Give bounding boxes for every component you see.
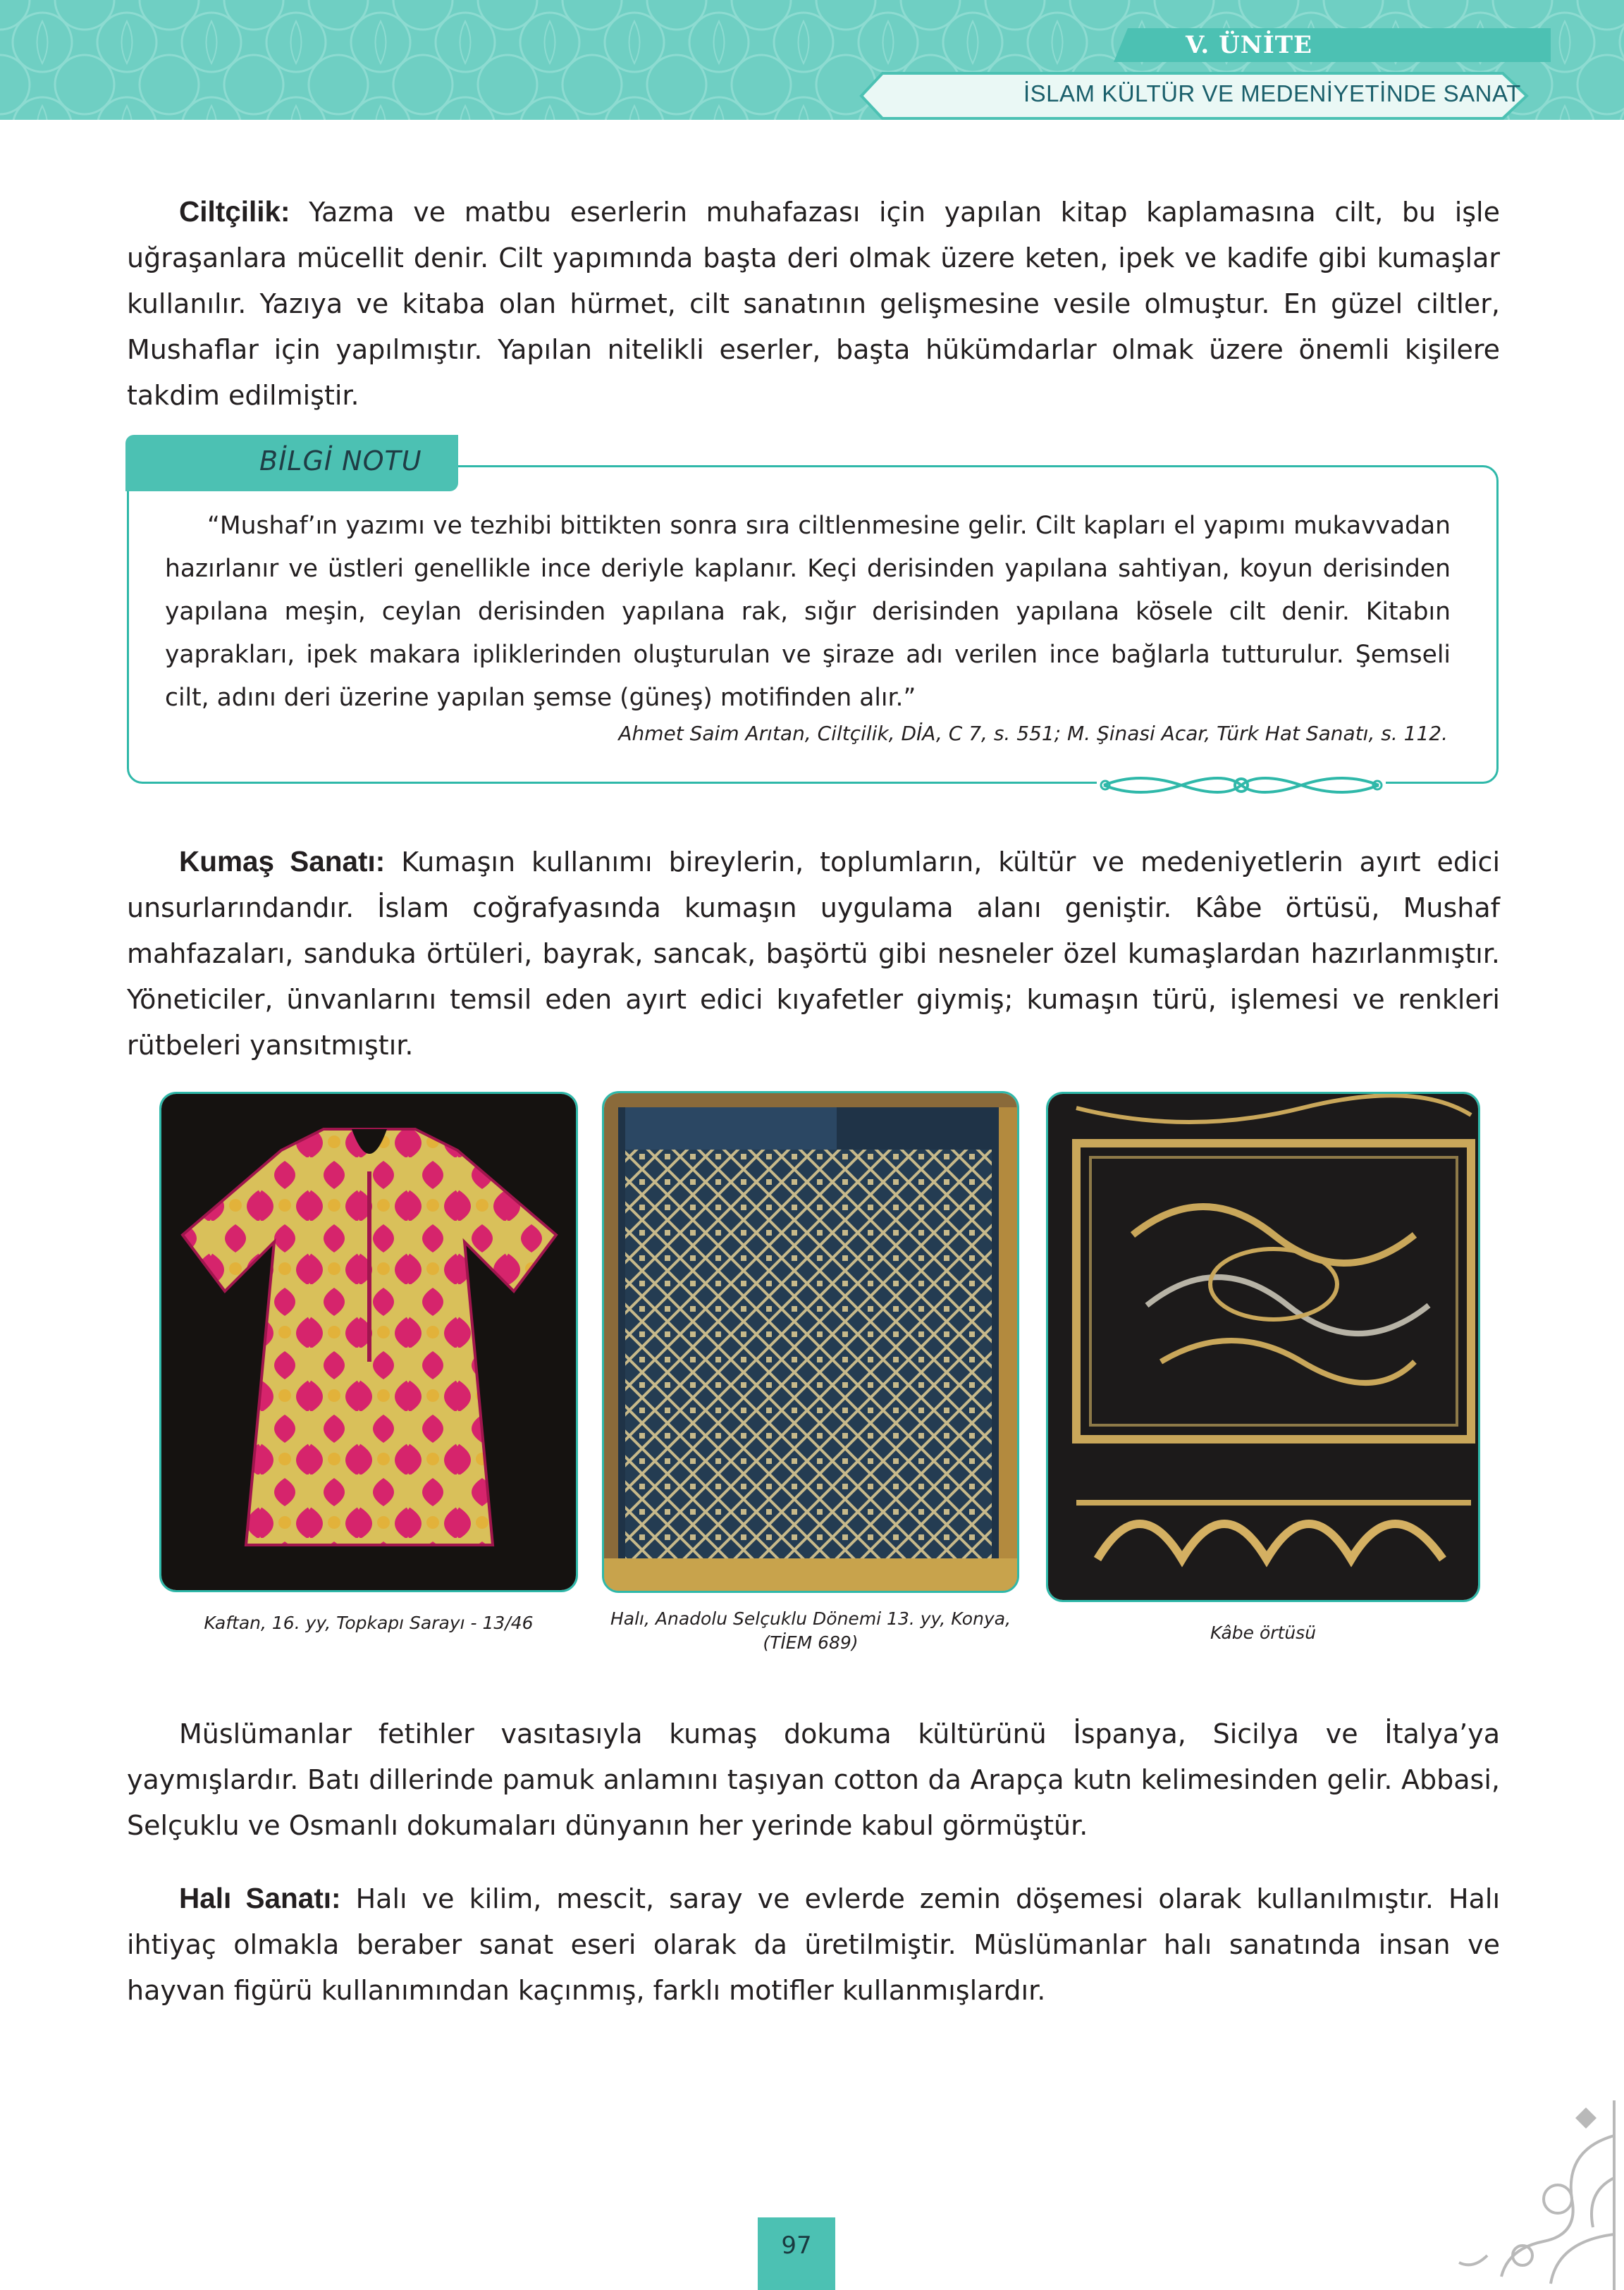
- caption-kaftan: Kaftan, 16. yy, Topkapı Sarayı - 13/46: [204, 1613, 534, 1633]
- info-note-source: Ahmet Saim Arıtan, Ciltçilik, DİA, C 7, s. 551; M. Şinasi Acar, Türk Hat Sanatı, s. 112.: [618, 722, 1448, 745]
- paragraph-text: Kumaşın kullanımı bireylerin, toplumların, kültür ve medeniyetlerin ayırt edici unsurlarındandır. İslam coğrafyasında kumaşın uygulama alanı geniştir. Kâbe örtüsü, Mushaf mahfazaları, sanduka örtüleri, bayrak, sancak, başörtü gibi nesneler özel kumaşlardan hazırlanmıştır. Yöneticiler, ünvanlarını temsil eden ayırt edici kıyafetler giymiş; kumaşın türü, işlemesi ve renkleri rütbeleri yansıtmıştır.: [127, 847, 1500, 1061]
- unit-title: V. ÜNİTE: [1186, 31, 1312, 59]
- kabe-cover-photo: [1046, 1092, 1480, 1602]
- carpet-image: [604, 1093, 1017, 1591]
- paragraph-lead: Ciltçilik:: [179, 195, 290, 228]
- paragraph-hali: [127, 1876, 1500, 2013]
- page-number: 97: [758, 2217, 835, 2290]
- paragraph-text: Müslümanlar fetihler vasıtasıyla kumaş dokuma kültürünü İspanya, Sicilya ve İtalya’ya yaymışlardır. Batı dillerinde pamuk anlamını taşıyan cotton da Arapça kutn kelimesinden gelir. Abbasi, Selçuklu ve Osmanlı dokumaları dünyanın her yerinde kabul görmüştür.: [127, 1718, 1500, 1841]
- carpet-photo: [602, 1091, 1019, 1593]
- corner-ornament-icon: [1445, 2093, 1624, 2290]
- ornament-divider-icon: [1097, 770, 1386, 801]
- info-note-text: [165, 505, 1451, 720]
- kaftan-image: [161, 1094, 576, 1590]
- paragraph-text: Yazma ve matbu eserlerin muhafazası için yapılan kitap kaplamasına cilt, bu işle uğraşanlara mücellit denir. Cilt yapımında başta deri olmak üzere keten, ipek ve kadife gibi kumaşlar kullanılır. Yazıya ve kitaba olan hürmet, cilt sanatının gelişmesine vesile olmuştur. En güzel ciltler, Mushaflar için yapılmıştır. Yapılan nitelikli eserler, başta hükümdarlar olmak üzere önemli kişilere takdim edilmiştir.: [127, 197, 1500, 411]
- caption-carpet: [588, 1607, 1033, 1655]
- info-note-title: BİLGİ NOTU: [259, 445, 422, 476]
- caption-carpet-line1: Halı, Anadolu Selçuklu Dönemi 13. yy, Konya,: [610, 1608, 1011, 1629]
- kabe-cover-image: [1048, 1094, 1478, 1600]
- paragraph-lead: Kumaş Sanatı:: [179, 845, 386, 878]
- caption-kabe: Kâbe örtüsü: [1210, 1623, 1317, 1643]
- info-note-quote: “Mushaf’ın yazımı ve tezhibi bittikten sonra sıra ciltlenmesine gelir. Cilt kapları el yapımı mukavvadan hazırlanır ve üstleri genellikle ince deriyle kaplanır. Keçi derisinden yapılana sahtiyan, koyun derisinden yapılana meşin, ceylan derisinden yapılana rak, sığır derisinden yapılana kösele cilt denir. Kitabın yaprakları, ipek makara ipliklerinden oluşturulan ve şiraze adı verilen ince bağlarla tutturulur. Şemseli cilt, adını deri üzerine yapılan şemse (güneş) motifinden alır.”: [165, 512, 1451, 712]
- section-title: İSLAM KÜLTÜR VE MEDENİYETİNDE SANAT: [1023, 80, 1521, 106]
- header-band: [0, 0, 1624, 125]
- paragraph-kumas: [127, 839, 1500, 1068]
- paragraph-lead: Halı Sanatı:: [179, 1882, 341, 1914]
- kaftan-photo: [159, 1092, 578, 1592]
- paragraph-text: Halı ve kilim, mescit, saray ve evlerde zemin döşemesi olarak kullanılmıştır. Halı ihtiyaç olmakla beraber sanat eseri olarak da üretilmiştir. Müslümanlar halı sanatında insan ve hayvan figürü kullanımından kaçınmış, farklı motifler kullanmışlardır.: [127, 1883, 1500, 2006]
- paragraph-ciltcilik: [127, 189, 1500, 418]
- paragraph-muslumanlar: [127, 1711, 1500, 1848]
- caption-carpet-line2: (TİEM 689): [763, 1632, 859, 1653]
